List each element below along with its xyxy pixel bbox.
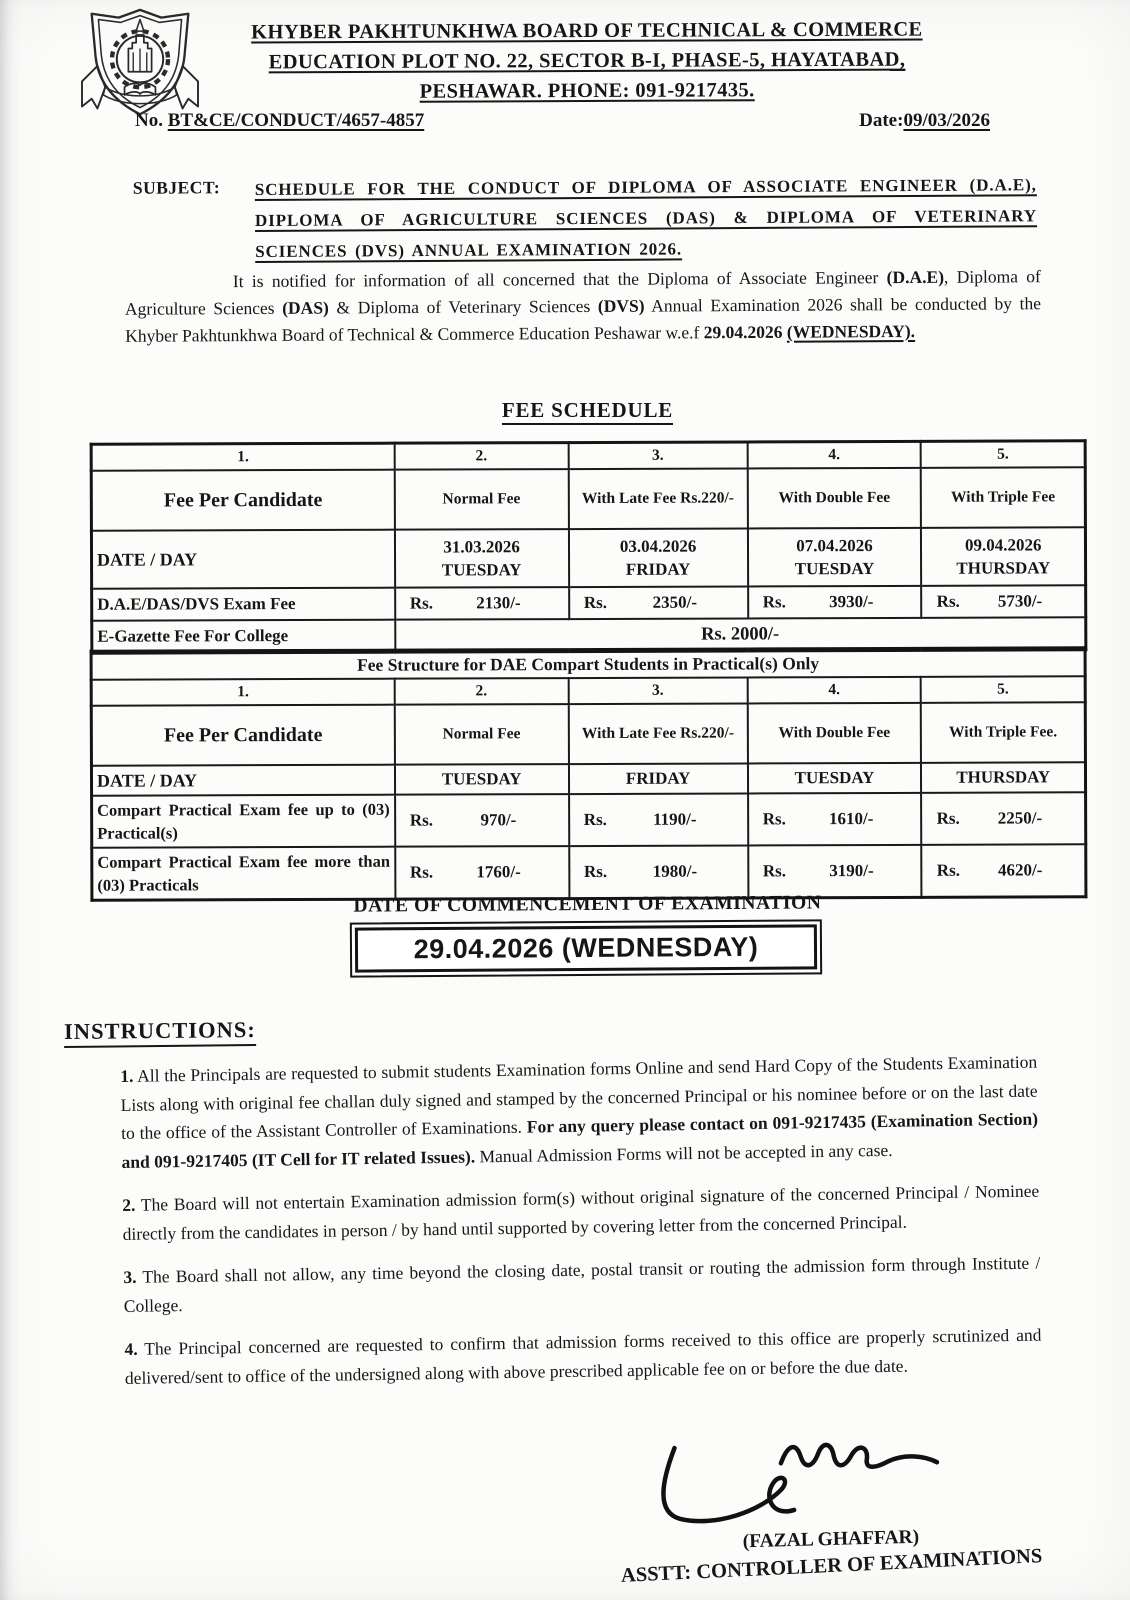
fee-cell: Rs. 3190/-: [748, 845, 922, 898]
org-name-line2: EDUCATION PLOT NO. 22, SECTOR B-I, PHASE-5, HAYATABAD,: [268, 48, 906, 74]
letterhead: [225, 14, 949, 107]
col-number: 4.: [747, 441, 921, 468]
compart-row-label: Compart Practical Exam fee more than (03) Practicals: [92, 847, 395, 901]
compart-fee-table: [90, 646, 1088, 901]
org-name-line3: PESHAWAR. PHONE: 091-9217435.: [419, 79, 755, 103]
header-cell: With Late Fee Rs.220/-: [568, 468, 747, 529]
fee-cell: Rs. 1610/-: [748, 793, 922, 846]
fee-schedule-table: [90, 439, 1088, 654]
fee-cell: Rs. 2130/-: [395, 587, 569, 620]
fee-cell: Rs. 970/-: [395, 794, 569, 847]
reference-row: [135, 110, 990, 132]
commencement-date: 29.04.2026 (WEDNESDAY): [355, 924, 817, 972]
fee-cell: Rs. 1980/-: [569, 845, 748, 898]
notification-paragraph: It is notified for information of all concerned that the Diploma of Associate Engineer (D.A.E), Diploma of Agriculture Sciences (DAS) & Diploma of Veterinary Sciences (DVS) Annual Examination 2026 shall be conducted by the Khyber Pakhtunkhwa Board of Technical & Commerce Education Peshawar w.e.f 29.04.2026 (WEDNESDAY).: [124, 266, 1042, 346]
header-cell: Fee Per Candidate: [91, 705, 394, 766]
col-number: 3.: [568, 442, 747, 469]
compart-table-title: Fee Structure for DAE Compart Students in Practical(s) Only: [91, 648, 1085, 680]
reference-number: No. BT&CE/CONDUCT/4657-4857: [135, 110, 425, 131]
fee-cell: Rs. 5730/-: [922, 585, 1086, 618]
day-cell: THURSDAY: [921, 762, 1085, 793]
table-row-header: [91, 467, 1085, 530]
subject-block: [133, 169, 1044, 268]
subject-text: SCHEDULE FOR THE CONDUCT OF DIPLOMA OF ASSOCIATE ENGINEER (D.A.E), DIPLOMA OF AGRICULTURE SCIENCES (DAS) & DIPLOMA OF VETERINARY SCIENCES (DVS) ANNUAL EXAMINATION 2026.: [254, 175, 1038, 262]
header-cell: With Late Fee Rs.220/-: [568, 703, 747, 764]
col-number: 3.: [568, 677, 747, 704]
fee-cell: Rs. 4620/-: [922, 844, 1086, 897]
table-row-numbers: [91, 441, 1085, 471]
signature-block: [588, 1424, 1072, 1585]
col-number: 5.: [921, 676, 1085, 703]
board-crest-shield-gear-icon: [72, 6, 208, 122]
table-row-compart-1: [92, 792, 1086, 847]
table-row-days: [91, 762, 1085, 795]
table-row-numbers: [91, 676, 1085, 705]
exam-fee-label: D.A.E/DAS/DVS Exam Fee: [92, 588, 395, 621]
fee-cell: Rs. 1760/-: [395, 846, 569, 899]
day-cell: FRIDAY: [569, 763, 748, 794]
date-cell: 09.04.2026 THURSDAY: [921, 527, 1085, 586]
col-number: 1.: [91, 679, 394, 706]
instruction-item-4: 4. The Principal concerned are requested to confirm that admission forms received to this office are properly scrutinized and delivered/sent to office of the undersigned along with above prescribed applicable fee on or before the due date.: [124, 1324, 1042, 1388]
issue-date: Date:09/03/2026: [859, 110, 990, 131]
date-cell: 31.03.2026 TUESDAY: [395, 529, 569, 588]
day-cell: TUESDAY: [395, 764, 569, 795]
header-cell: With Triple Fee.: [921, 702, 1085, 763]
gazette-value: Rs. 2000/-: [395, 617, 1086, 652]
date-cell: 07.04.2026 TUESDAY: [747, 528, 921, 587]
instruction-item-3: 3. The Board shall not allow, any time beyond the closing date, postal transit or routing the admission form through Institute / College.: [123, 1252, 1041, 1316]
commencement-heading: DATE OF COMMENCEMENT OF EXAMINATION: [353, 892, 822, 917]
instructions-list: [120, 1048, 1042, 1407]
instructions-heading: INSTRUCTIONS:: [64, 1017, 256, 1045]
signatory-name: (FAZAL GHAFFAR): [742, 1526, 920, 1553]
signatory-title: ASSTT: CONTROLLER OF EXAMINATIONS: [620, 1545, 1043, 1587]
org-name-line1: KHYBER PAKHTUNKHWA BOARD OF TECHNICAL & COMMERCE: [251, 18, 923, 44]
col-number: 1.: [91, 443, 394, 471]
table-row-title: [91, 648, 1085, 680]
fee-schedule-title: FEE SCHEDULE: [90, 398, 1085, 423]
col-number: 2.: [394, 443, 568, 470]
fee-cell: Rs. 3930/-: [748, 586, 922, 619]
fee-cell: Rs. 2250/-: [922, 792, 1086, 845]
col-number: 2.: [394, 678, 568, 705]
table-row-header: [91, 702, 1085, 765]
header-cell: With Double Fee: [747, 468, 921, 529]
day-cell: TUESDAY: [747, 763, 921, 794]
fee-cell: Rs. 1190/-: [569, 793, 748, 846]
gazette-label: E-Gazette Fee For College: [92, 620, 395, 654]
instruction-item-1: 1. All the Principals are requested to submit students Examination forms Online and send Hard Copy of the Students Examination Lists along with original fee challan duly signed and stamped by the concerned Principal or his nominee before or on the last date to the office of the Assistant Controller of Examinations. For any query please contact on 091-9217435 (Examination Section) and 091-9217405 (IT Cell for IT related Issues). Manual Admission Forms will not be accepted in any case.: [120, 1051, 1039, 1172]
header-cell: Normal Fee: [394, 469, 568, 530]
subject-label: SUBJECT:: [132, 177, 221, 198]
table-row-dates: [91, 527, 1085, 588]
instruction-item-2: 2. The Board will not entertain Examination admission form(s) without original signature of the concerned Principal / Nominee directly from the candidates in person / by hand until supported by covering letter from the concerned Principal.: [122, 1180, 1040, 1244]
col-number: 4.: [747, 677, 921, 704]
fee-cell: Rs. 2350/-: [569, 586, 748, 619]
date-cell: 03.04.2026 FRIDAY: [569, 528, 748, 587]
date-day-label: DATE / DAY: [91, 765, 394, 796]
commencement-date-box: [350, 919, 822, 977]
header-cell: With Triple Fee: [921, 467, 1085, 528]
col-number: 5.: [921, 441, 1085, 468]
header-cell: With Double Fee: [747, 703, 921, 764]
handwritten-signature-icon: [628, 1427, 961, 1541]
date-day-label: DATE / DAY: [91, 530, 394, 589]
table-row-exam-fee: [92, 585, 1086, 620]
header-cell: Fee Per Candidate: [91, 470, 394, 531]
header-cell: Normal Fee: [394, 704, 568, 765]
compart-row-label: Compart Practical Exam fee up to (03) Practical(s): [92, 795, 395, 848]
